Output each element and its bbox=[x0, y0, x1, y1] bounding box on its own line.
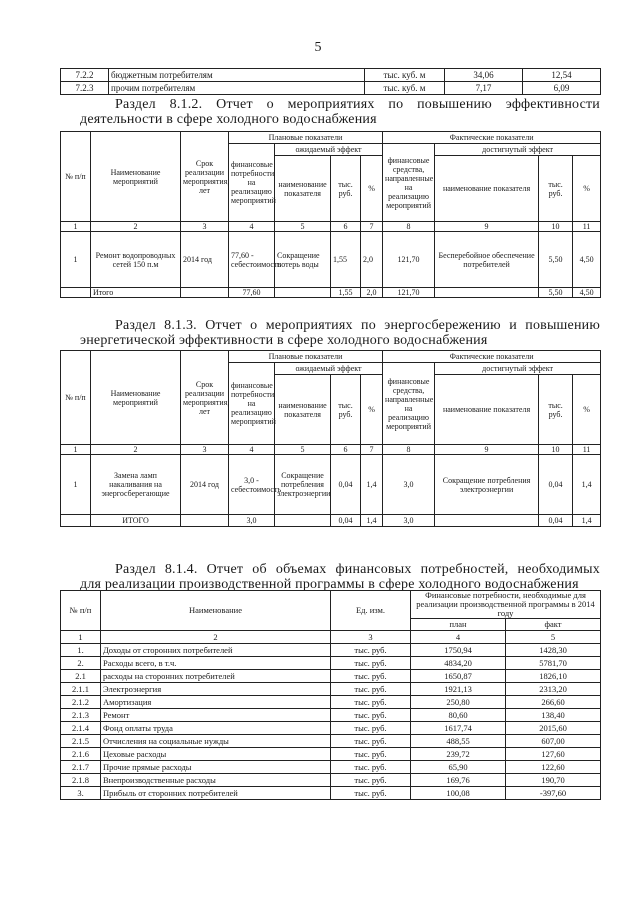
row-fact: 12,54 bbox=[523, 69, 601, 82]
row-effect-pct: 1,4 bbox=[361, 455, 383, 515]
header-indicator-fact: наименование показателя bbox=[435, 156, 539, 222]
row-finance-plan: 77,60 - себестоимость bbox=[229, 232, 275, 288]
column-number: 5 bbox=[506, 631, 601, 644]
section-814-heading bbox=[80, 562, 600, 592]
row-fact-pct: 4,50 bbox=[573, 232, 601, 288]
column-number: 10 bbox=[539, 445, 573, 455]
row-fact-name: Бесперебойное обеспечение потребителей bbox=[435, 232, 539, 288]
header-planned: Плановые показатели bbox=[229, 132, 383, 144]
heading-line: для реализации производственной программы в сфере холодного водоснабжения bbox=[80, 577, 579, 592]
row-plan: 65,90 bbox=[411, 761, 506, 774]
column-number: 3 bbox=[331, 631, 411, 644]
row-effect-name: Сокращение потребления электроэнергии bbox=[275, 455, 331, 515]
row-num: 2.1.4 bbox=[61, 722, 101, 735]
header-pct: % bbox=[361, 156, 383, 222]
row-fact: 607,00 bbox=[506, 735, 601, 748]
column-number: 11 bbox=[573, 222, 601, 232]
table-row bbox=[61, 69, 601, 82]
row-effect-pct: 2,0 bbox=[361, 232, 383, 288]
energy-saving-table bbox=[60, 350, 601, 527]
row-name: прочим потребителям bbox=[109, 82, 365, 95]
column-number: 8 bbox=[383, 222, 435, 232]
row-num: 3. bbox=[61, 787, 101, 800]
column-numbers-row bbox=[61, 445, 601, 455]
row-num: 2.1.3 bbox=[61, 709, 101, 722]
header-pct: % bbox=[573, 156, 601, 222]
column-number: 1 bbox=[61, 222, 91, 232]
row-number: 1 bbox=[61, 455, 91, 515]
column-number: 2 bbox=[101, 631, 331, 644]
heading-line: Раздел 8.1.4. Отчет об объемах финансовых потребностей, необходимых bbox=[115, 562, 600, 577]
row-name: Расходы всего, в т.ч. bbox=[101, 657, 331, 670]
row-term: 2014 год bbox=[181, 232, 229, 288]
column-numbers-row bbox=[61, 631, 601, 644]
row-unit: тыс. куб. м bbox=[365, 82, 445, 95]
header-finance-fact: финансовые средства, направленные на реализацию мероприятий bbox=[383, 363, 435, 445]
header-indicator-plan: наименование показателя bbox=[275, 156, 331, 222]
table-row bbox=[61, 709, 601, 722]
header-achieved-effect: достигнутый эффект bbox=[435, 363, 601, 375]
column-number: 4 bbox=[411, 631, 506, 644]
row-name: Фонд оплаты труда bbox=[101, 722, 331, 735]
table-row bbox=[61, 722, 601, 735]
column-number: 5 bbox=[275, 222, 331, 232]
row-plan: 1617,74 bbox=[411, 722, 506, 735]
row-unit: тыс. руб. bbox=[331, 735, 411, 748]
header-actual: Фактические показатели bbox=[383, 132, 601, 144]
row-num: 2.1.2 bbox=[61, 696, 101, 709]
header-indicator-fact: наименование показателя bbox=[435, 375, 539, 445]
row-effect-rub: 1,55 bbox=[331, 232, 361, 288]
column-number: 4 bbox=[229, 445, 275, 455]
row-unit: тыс. руб. bbox=[331, 774, 411, 787]
table-row bbox=[61, 644, 601, 657]
row-unit: тыс. руб. bbox=[331, 722, 411, 735]
heading-line: Раздел 8.1.2. Отчет о мероприятиях по повышению эффективности bbox=[115, 97, 600, 112]
table-row bbox=[61, 774, 601, 787]
heading-line: деятельности в сфере холодного водоснабжения bbox=[80, 112, 377, 127]
total-fact-pct: 4,50 bbox=[573, 288, 601, 298]
row-name: Амортизация bbox=[101, 696, 331, 709]
header-unit: Ед. изм. bbox=[331, 591, 411, 631]
column-number: 9 bbox=[435, 222, 539, 232]
total-finance-fact: 121,70 bbox=[383, 288, 435, 298]
row-effect-rub: 0,04 bbox=[331, 455, 361, 515]
row-name: Замена ламп накаливания на энергосберегающие bbox=[91, 455, 181, 515]
total-effect-rub: 0,04 bbox=[331, 515, 361, 527]
row-unit: тыс. руб. bbox=[331, 657, 411, 670]
row-name: Электроэнергия bbox=[101, 683, 331, 696]
header-name: Наименование bbox=[101, 591, 331, 631]
row-number: 7.2.2 bbox=[61, 69, 109, 82]
column-number: 3 bbox=[181, 222, 229, 232]
row-unit: тыс. куб. м bbox=[365, 69, 445, 82]
row-unit: тыс. руб. bbox=[331, 696, 411, 709]
row-fact-name: Сокращение потребления электроэнергии bbox=[435, 455, 539, 515]
header-actual: Фактические показатели bbox=[383, 351, 601, 363]
column-number: 9 bbox=[435, 445, 539, 455]
row-number: 7.2.3 bbox=[61, 82, 109, 95]
header-term: Срок реализации мероприятия, лет bbox=[181, 351, 229, 445]
column-number: 6 bbox=[331, 222, 361, 232]
header-achieved-effect: достигнутый эффект bbox=[435, 144, 601, 156]
row-name: Ремонт водопроводных сетей 150 п.м bbox=[91, 232, 181, 288]
row-plan: 100,08 bbox=[411, 787, 506, 800]
row-plan: 7,17 bbox=[445, 82, 523, 95]
table-row bbox=[61, 787, 601, 800]
column-number: 7 bbox=[361, 222, 383, 232]
table-row bbox=[61, 657, 601, 670]
column-number: 6 bbox=[331, 445, 361, 455]
row-effect-name: Сокращение потерь воды bbox=[275, 232, 331, 288]
heading-line: Раздел 8.1.3. Отчет о мероприятиях по энергосбережению и повышению bbox=[115, 318, 600, 333]
row-finance-plan: 3,0 - себестоимость bbox=[229, 455, 275, 515]
row-fact: 266,60 bbox=[506, 696, 601, 709]
total-fact-rub: 5,50 bbox=[539, 288, 573, 298]
row-unit: тыс. руб. bbox=[331, 709, 411, 722]
row-plan: 239,72 bbox=[411, 748, 506, 761]
column-number: 11 bbox=[573, 445, 601, 455]
column-number: 4 bbox=[229, 222, 275, 232]
column-number: 1 bbox=[61, 631, 101, 644]
row-fact: -397,60 bbox=[506, 787, 601, 800]
row-unit: тыс. руб. bbox=[331, 683, 411, 696]
header-rub: тыс. руб. bbox=[331, 156, 361, 222]
header-finance-plan: финансовые потребности на реализацию мероприятий bbox=[229, 144, 275, 222]
column-number: 3 bbox=[181, 445, 229, 455]
row-fact-rub: 5,50 bbox=[539, 232, 573, 288]
row-num: 2.1.1 bbox=[61, 683, 101, 696]
row-unit: тыс. руб. bbox=[331, 644, 411, 657]
header-planned: Плановые показатели bbox=[229, 351, 383, 363]
header-name: Наименование мероприятий bbox=[91, 132, 181, 222]
header-term: Срок реализации мероприятия, лет bbox=[181, 132, 229, 222]
row-fact: 2313,20 bbox=[506, 683, 601, 696]
total-finance-plan: 3,0 bbox=[229, 515, 275, 527]
total-finance-plan: 77,60 bbox=[229, 288, 275, 298]
row-fact: 190,70 bbox=[506, 774, 601, 787]
header-pct: % bbox=[361, 375, 383, 445]
row-fact: 127,60 bbox=[506, 748, 601, 761]
row-term: 2014 год bbox=[181, 455, 229, 515]
row-name: Цеховые расходы bbox=[101, 748, 331, 761]
row-num: 2.1.8 bbox=[61, 774, 101, 787]
row-finance-fact: 121,70 bbox=[383, 232, 435, 288]
row-fact-rub: 0,04 bbox=[539, 455, 573, 515]
row-plan: 250,80 bbox=[411, 696, 506, 709]
row-plan: 34,06 bbox=[445, 69, 523, 82]
row-num: 2. bbox=[61, 657, 101, 670]
row-num: 2.1 bbox=[61, 670, 101, 683]
header-rub: тыс. руб. bbox=[539, 156, 573, 222]
column-number: 5 bbox=[275, 445, 331, 455]
table-row bbox=[61, 232, 601, 288]
table-row bbox=[61, 761, 601, 774]
row-fact: 5781,70 bbox=[506, 657, 601, 670]
row-number: 1 bbox=[61, 232, 91, 288]
total-finance-fact: 3,0 bbox=[383, 515, 435, 527]
column-number: 2 bbox=[91, 445, 181, 455]
row-plan: 1750,94 bbox=[411, 644, 506, 657]
column-number: 1 bbox=[61, 445, 91, 455]
row-name: Прочие прямые расходы bbox=[101, 761, 331, 774]
section-812-heading bbox=[80, 97, 600, 127]
row-name: Отчисления на социальные нужды bbox=[101, 735, 331, 748]
total-row bbox=[61, 288, 601, 298]
row-unit: тыс. руб. bbox=[331, 761, 411, 774]
total-effect-pct: 1,4 bbox=[361, 515, 383, 527]
row-plan: 488,55 bbox=[411, 735, 506, 748]
total-label: Итого bbox=[91, 288, 181, 298]
table-row bbox=[61, 455, 601, 515]
total-effect-rub: 1,55 bbox=[331, 288, 361, 298]
row-num: 2.1.5 bbox=[61, 735, 101, 748]
row-name: расходы на сторонних потребителей bbox=[101, 670, 331, 683]
total-fact-rub: 0,04 bbox=[539, 515, 573, 527]
header-finance-plan: финансовые потребности на реализацию мероприятий bbox=[229, 363, 275, 445]
efficiency-measures-table bbox=[60, 131, 601, 298]
table-row bbox=[61, 748, 601, 761]
continued-table bbox=[60, 68, 601, 95]
header-rub: тыс. руб. bbox=[539, 375, 573, 445]
column-number: 7 bbox=[361, 445, 383, 455]
header-expected-effect: ожидаемый эффект bbox=[275, 144, 383, 156]
row-unit: тыс. руб. bbox=[331, 787, 411, 800]
row-plan: 80,60 bbox=[411, 709, 506, 722]
total-row bbox=[61, 515, 601, 527]
column-number: 8 bbox=[383, 445, 435, 455]
row-name: Доходы от сторонних потребителей bbox=[101, 644, 331, 657]
header-rub: тыс. руб. bbox=[331, 375, 361, 445]
row-plan: 1650,87 bbox=[411, 670, 506, 683]
table-row bbox=[61, 735, 601, 748]
row-unit: тыс. руб. bbox=[331, 670, 411, 683]
section-813-heading bbox=[80, 318, 600, 348]
row-name: бюджетным потребителям bbox=[109, 69, 365, 82]
header-needs: Финансовые потребности, необходимые для реализации производственной программы в 2014 году bbox=[411, 591, 601, 619]
total-fact-pct: 1,4 bbox=[573, 515, 601, 527]
column-number: 10 bbox=[539, 222, 573, 232]
row-fact-pct: 1,4 bbox=[573, 455, 601, 515]
table-row bbox=[61, 683, 601, 696]
row-fact: 1826,10 bbox=[506, 670, 601, 683]
header-finance-fact: финансовые средства, направленные на реализацию мероприятий bbox=[383, 144, 435, 222]
table-row bbox=[61, 670, 601, 683]
header-plan: план bbox=[411, 619, 506, 631]
row-name: Внепроизводственные расходы bbox=[101, 774, 331, 787]
header-fact: факт bbox=[506, 619, 601, 631]
financial-needs-table bbox=[60, 590, 601, 800]
row-name: Прибыль от сторонних потребителей bbox=[101, 787, 331, 800]
row-unit: тыс. руб. bbox=[331, 748, 411, 761]
row-fact: 2015,60 bbox=[506, 722, 601, 735]
column-number: 2 bbox=[91, 222, 181, 232]
header-num: № п/п bbox=[61, 351, 91, 445]
header-indicator-plan: наименование показателя bbox=[275, 375, 331, 445]
row-num: 2.1.6 bbox=[61, 748, 101, 761]
row-name: Ремонт bbox=[101, 709, 331, 722]
row-fact: 1428,30 bbox=[506, 644, 601, 657]
header-expected-effect: ожидаемый эффект bbox=[275, 363, 383, 375]
header-num: № п/п bbox=[61, 132, 91, 222]
row-fact: 138,40 bbox=[506, 709, 601, 722]
heading-line: энергетической эффективности в сфере холодного водоснабжения bbox=[80, 333, 488, 348]
column-numbers-row bbox=[61, 222, 601, 232]
row-plan: 169,76 bbox=[411, 774, 506, 787]
row-num: 2.1.7 bbox=[61, 761, 101, 774]
header-pct: % bbox=[573, 375, 601, 445]
page-number: 5 bbox=[314, 40, 322, 55]
row-finance-fact: 3,0 bbox=[383, 455, 435, 515]
table-row bbox=[61, 696, 601, 709]
total-effect-pct: 2,0 bbox=[361, 288, 383, 298]
row-num: 1. bbox=[61, 644, 101, 657]
row-plan: 4834,20 bbox=[411, 657, 506, 670]
total-label: ИТОГО bbox=[91, 515, 181, 527]
row-plan: 1921,13 bbox=[411, 683, 506, 696]
header-num: № п/п bbox=[61, 591, 101, 631]
table-row bbox=[61, 82, 601, 95]
row-fact: 122,60 bbox=[506, 761, 601, 774]
row-fact: 6,09 bbox=[523, 82, 601, 95]
header-name: Наименование мероприятий bbox=[91, 351, 181, 445]
